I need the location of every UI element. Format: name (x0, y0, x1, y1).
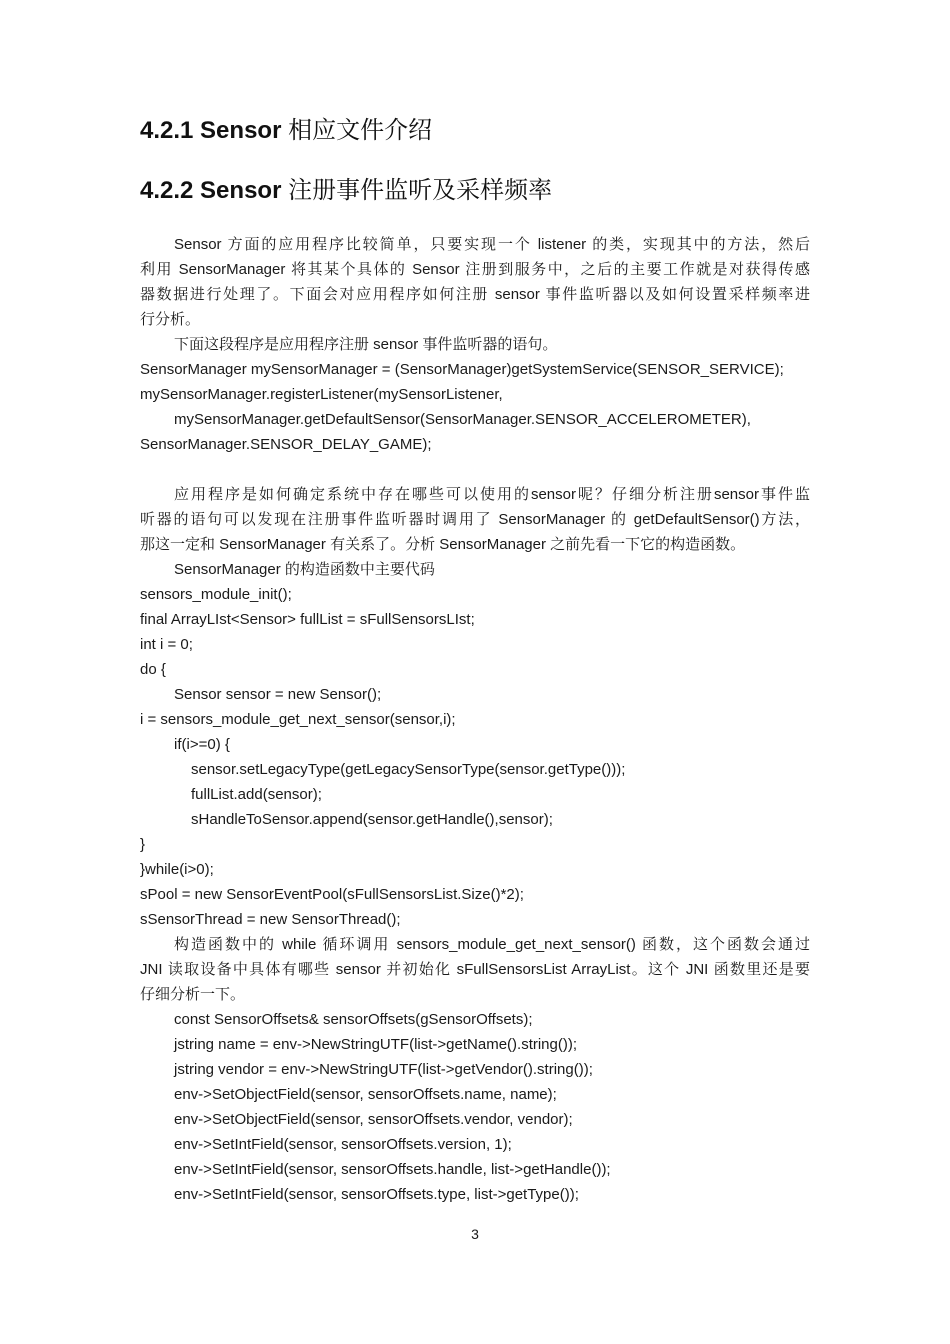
code-line: }while(i>0); (140, 861, 214, 878)
code-line: do { (140, 661, 166, 678)
paragraph-line: JNI 读取设备中具体有哪些 sensor 并初始化 sFullSensorsList ArrayList。这个 JNI 函数里还是要 (140, 961, 810, 978)
heading-number: 4.2.2 Sensor (140, 177, 282, 204)
heading-number: 4.2.1 Sensor (140, 117, 282, 144)
paragraph-line: 行分析。 (140, 311, 201, 328)
code-line: sHandleToSensor.append(sensor.getHandle(),sensor); (191, 811, 553, 828)
register-intro: 下面这段程序是应用程序注册 sensor 事件监听器的语句。 (174, 336, 558, 353)
paragraph-line: 听器的语句可以发现在注册事件监听器时调用了 SensorManager 的 getDefaultSensor()方法， (140, 511, 810, 528)
paragraph-line: 利用 SensorManager 将其某个具体的 Sensor 注册到服务中，之后的主要工作就是对获得传感 (140, 261, 810, 278)
code-line: sensors_module_init(); (140, 586, 292, 603)
heading-title: 注册事件监听及采样频率 (288, 177, 553, 204)
code-line: mySensorManager.registerListener(mySensorListener, (140, 386, 503, 403)
code-line: env->SetObjectField(sensor, sensorOffsets.vendor, vendor); (174, 1111, 573, 1128)
paragraph-line: 应用程序是如何确定系统中存在哪些可以使用的sensor呢？仔细分析注册sensor事件监 (174, 486, 810, 503)
code-line: env->SetObjectField(sensor, sensorOffsets.name, name); (174, 1086, 557, 1103)
code-line: final ArrayLIst<Sensor> fullList = sFullSensorsLIst; (140, 611, 475, 628)
paragraph-line: 仔细分析一下。 (140, 986, 246, 1003)
code-line: SensorManager.SENSOR_DELAY_GAME); (140, 436, 432, 453)
code-line: i = sensors_module_get_next_sensor(sensor,i); (140, 711, 456, 728)
code-line: env->SetIntField(sensor, sensorOffsets.type, list->getType()); (174, 1186, 579, 1203)
heading-title: 相应文件介绍 (288, 117, 433, 144)
code-line: sensor.setLegacyType(getLegacySensorType(sensor.getType())); (191, 761, 626, 778)
code-line: int i = 0; (140, 636, 193, 653)
constructor-intro: SensorManager 的构造函数中主要代码 (174, 561, 435, 578)
page-number: 3 (471, 1226, 479, 1242)
body-text (140, 232, 810, 1207)
code-line: sSensorThread = new SensorThread(); (140, 911, 401, 928)
code-line: } (140, 836, 146, 853)
paragraph-line: 构造函数中的 while 循环调用 sensors_module_get_next_sensor() 函数，这个函数会通过 (174, 936, 810, 953)
code-line: sPool = new SensorEventPool(sFullSensorsList.Size()*2); (140, 886, 524, 903)
paragraph-line: 器数据进行处理了。下面会对应用程序如何注册 sensor 事件监听器以及如何设置采样频率进 (140, 286, 810, 303)
paragraph-line: 那这一定和 SensorManager 有关系了。分析 SensorManager 之前先看一下它的构造函数。 (140, 536, 746, 553)
blank-line (140, 457, 810, 482)
code-line: SensorManager mySensorManager = (SensorManager)getSystemService(SENSOR_SERVICE); (140, 361, 784, 378)
code-line: env->SetIntField(sensor, sensorOffsets.version, 1); (174, 1136, 512, 1153)
section-heading-4-2-1 (140, 116, 432, 146)
code-line: jstring vendor = env->NewStringUTF(list->getVendor().string()); (174, 1061, 593, 1078)
paragraph-line: Sensor 方面的应用程序比较简单，只要实现一个 listener 的类，实现其中的方法，然后 (174, 236, 810, 253)
code-line: env->SetIntField(sensor, sensorOffsets.handle, list->getHandle()); (174, 1161, 611, 1178)
code-line: mySensorManager.getDefaultSensor(SensorManager.SENSOR_ACCELEROMETER), (174, 411, 751, 428)
code-line: Sensor sensor = new Sensor(); (174, 686, 382, 703)
code-line: fullList.add(sensor); (191, 786, 322, 803)
code-line: jstring name = env->NewStringUTF(list->getName().string()); (174, 1036, 578, 1053)
section-heading-4-2-2 (140, 176, 552, 206)
code-line: if(i>=0) { (174, 736, 230, 753)
code-line: const SensorOffsets& sensorOffsets(gSensorOffsets); (174, 1011, 533, 1028)
